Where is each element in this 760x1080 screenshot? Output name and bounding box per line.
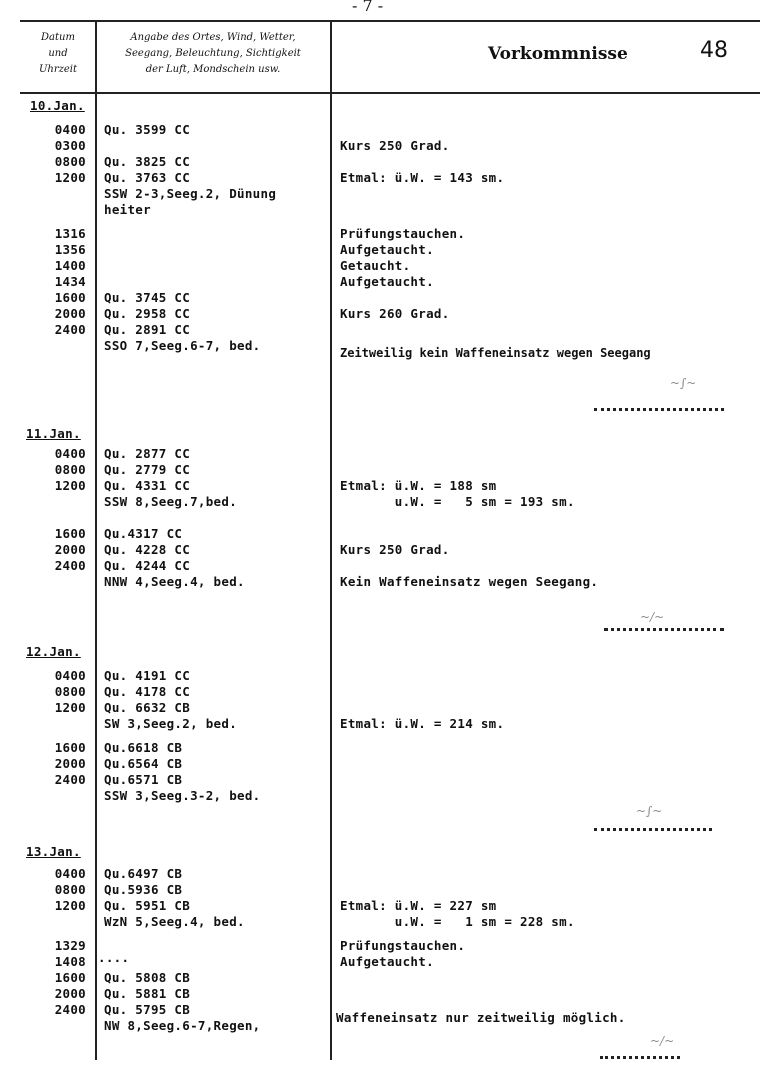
place-cell: Qu. 4331 CC xyxy=(104,478,191,493)
event-cell: Kurs 260 Grad. xyxy=(340,306,450,321)
place-cell: Qu. 5951 CB xyxy=(104,898,191,913)
time-cell: 1600 xyxy=(54,526,86,541)
header-vorkommnisse: Vorkommnisse xyxy=(488,44,628,64)
time-cell: 1316 xyxy=(54,226,86,241)
time-cell: 0800 xyxy=(54,154,86,169)
time-cell: 0400 xyxy=(54,446,86,461)
time-cell: 1200 xyxy=(54,700,86,715)
time-cell: 0800 xyxy=(54,462,86,477)
header-datum: Datum und Uhrzeit xyxy=(38,32,78,75)
place-cell: SSO 7,Seeg.6-7, bed. xyxy=(104,338,261,353)
place-cell: heiter xyxy=(104,202,151,217)
time-cell: 1408 xyxy=(54,954,86,969)
place-cell: Qu. 5808 CB xyxy=(104,970,191,985)
event-cell: Prüfungstauchen. xyxy=(340,938,466,953)
column-divider-1 xyxy=(95,20,97,1060)
place-cell: Qu. 3745 CC xyxy=(104,290,191,305)
time-cell: 1400 xyxy=(54,258,86,273)
time-cell: 0400 xyxy=(54,122,86,137)
place-cell: Qu. 4178 CC xyxy=(104,684,191,699)
event-cell: Getaucht. xyxy=(340,258,411,273)
header-top-rule xyxy=(20,20,760,22)
place-cell: Qu.6497 CB xyxy=(104,866,183,881)
signature-mark: ~∫~ xyxy=(636,804,663,818)
place-cell: .... xyxy=(98,950,130,965)
time-cell: 0400 xyxy=(54,668,86,683)
place-cell: Qu. 5795 CB xyxy=(104,1002,191,1017)
event-cell: Kurs 250 Grad. xyxy=(340,542,450,557)
event-cell: Aufgetaucht. xyxy=(340,242,434,257)
place-cell: Qu. 3763 CC xyxy=(104,170,191,185)
place-cell: Qu. 4244 CC xyxy=(104,558,191,573)
place-cell: NW 8,Seeg.6-7,Regen, xyxy=(104,1018,261,1033)
column-divider-2 xyxy=(330,20,332,1060)
signature-mark: ~∫~ xyxy=(670,376,697,390)
event-cell: Prüfungstauchen. xyxy=(340,226,466,241)
time-cell: 1200 xyxy=(54,478,86,493)
place-cell: Qu. 6632 CB xyxy=(104,700,191,715)
day-date: 11.Jan. xyxy=(26,426,81,441)
event-cell: Etmal: ü.W. = 214 sm. xyxy=(340,716,505,731)
time-cell: 2000 xyxy=(54,986,86,1001)
header-angabe: Angabe des Ortes, Wind, Wetter, Seegang, Beleuchtung, Sichtigkeit der Luft, Mondschein usw. xyxy=(125,32,301,75)
signature-dotted-line xyxy=(594,828,712,831)
time-cell: 2400 xyxy=(54,772,86,787)
place-cell: Qu. 4228 CC xyxy=(104,542,191,557)
day-date: 13.Jan. xyxy=(26,844,81,859)
time-cell: 2400 xyxy=(54,558,86,573)
time-cell: 1600 xyxy=(54,740,86,755)
time-cell: 1600 xyxy=(54,970,86,985)
time-cell: 0800 xyxy=(54,684,86,699)
time-cell: 1200 xyxy=(54,170,86,185)
event-cell: Aufgetaucht. xyxy=(340,274,434,289)
time-cell: 1200 xyxy=(54,898,86,913)
event-cell: u.W. = 5 sm = 193 sm. xyxy=(340,494,575,509)
place-cell: Qu. 3825 CC xyxy=(104,154,191,169)
event-cell: Etmal: ü.W. = 143 sm. xyxy=(340,170,505,185)
time-cell: 2400 xyxy=(54,322,86,337)
place-cell: Qu.4317 CC xyxy=(104,526,183,541)
place-cell: Qu. 2891 CC xyxy=(104,322,191,337)
time-cell: 1329 xyxy=(54,938,86,953)
event-cell: Aufgetaucht. xyxy=(340,954,434,969)
place-cell: Qu.6618 CB xyxy=(104,740,183,755)
place-cell: SW 3,Seeg.2, bed. xyxy=(104,716,238,731)
time-cell: 2000 xyxy=(54,306,86,321)
place-cell: SSW 8,Seeg.7,bed. xyxy=(104,494,238,509)
day-date: 12.Jan. xyxy=(26,644,81,659)
place-cell: SSW 2-3,Seeg.2, Dünung xyxy=(104,186,277,201)
time-cell: 2000 xyxy=(54,756,86,771)
place-cell: Qu.6564 CB xyxy=(104,756,183,771)
event-cell: Waffeneinsatz nur zeitweilig möglich. xyxy=(336,1010,626,1025)
signature-dotted-line xyxy=(604,628,724,631)
time-cell: 1600 xyxy=(54,290,86,305)
page-marker: - 7 - xyxy=(352,0,384,15)
event-cell: Etmal: ü.W. = 188 sm xyxy=(340,478,497,493)
event-cell: Etmal: ü.W. = 227 sm xyxy=(340,898,497,913)
place-cell: NNW 4,Seeg.4, bed. xyxy=(104,574,245,589)
time-cell: 0300 xyxy=(54,138,86,153)
signature-dotted-line xyxy=(594,408,724,411)
time-cell: 1434 xyxy=(54,274,86,289)
event-cell: Kein Waffeneinsatz wegen Seegang. xyxy=(340,574,599,589)
time-cell: 2000 xyxy=(54,542,86,557)
place-cell: Qu. 2877 CC xyxy=(104,446,191,461)
event-cell: Kurs 250 Grad. xyxy=(340,138,450,153)
day-date: 10.Jan. xyxy=(30,98,85,113)
time-cell: 1356 xyxy=(54,242,86,257)
time-cell: 0800 xyxy=(54,882,86,897)
place-cell: WzN 5,Seeg.4, bed. xyxy=(104,914,245,929)
place-cell: Qu. 4191 CC xyxy=(104,668,191,683)
time-cell: 2400 xyxy=(54,1002,86,1017)
event-cell: Zeitweilig kein Waffeneinsatz wegen Seegang xyxy=(340,346,651,360)
event-cell: u.W. = 1 sm = 228 sm. xyxy=(340,914,575,929)
signature-mark: ~/~ xyxy=(640,610,665,624)
signature-mark: ~/~ xyxy=(650,1034,675,1048)
place-cell: Qu. 2779 CC xyxy=(104,462,191,477)
place-cell: Qu. 5881 CB xyxy=(104,986,191,1001)
place-cell: Qu. 2958 CC xyxy=(104,306,191,321)
place-cell: Qu.6571 CB xyxy=(104,772,183,787)
signature-dotted-line xyxy=(600,1056,680,1059)
page-number: 48 xyxy=(700,38,728,63)
header-bottom-rule xyxy=(20,92,760,94)
time-cell: 0400 xyxy=(54,866,86,881)
place-cell: Qu. 3599 CC xyxy=(104,122,191,137)
place-cell: SSW 3,Seeg.3-2, bed. xyxy=(104,788,261,803)
place-cell: Qu.5936 CB xyxy=(104,882,183,897)
